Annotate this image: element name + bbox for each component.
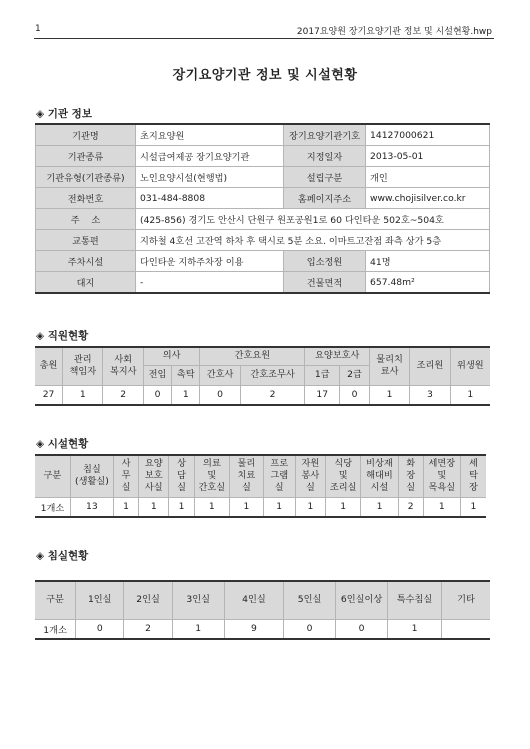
rooms-header-cell: 특수침실 bbox=[388, 581, 442, 619]
table-row bbox=[36, 146, 490, 167]
table-cell bbox=[441, 619, 490, 639]
header-manager: 관리 책임자 bbox=[63, 347, 103, 385]
table-cell: 9 bbox=[224, 619, 283, 639]
header-care-2: 2급 bbox=[340, 365, 370, 385]
info-value: - bbox=[136, 272, 284, 294]
table-cell: 1 bbox=[263, 497, 295, 517]
table-row bbox=[36, 124, 490, 146]
rooms-header-cell: 구분 bbox=[35, 581, 76, 619]
info-label: 지정일자 bbox=[284, 146, 366, 167]
info-value: 지하철 4호선 고잔역 하차 후 택시로 5분 소요. 이마트고잔점 좌측 상가 5층 bbox=[136, 230, 490, 251]
header-social-worker: 사회 복지사 bbox=[103, 347, 143, 385]
facility-header-cell: 사 무 실 bbox=[113, 455, 138, 497]
info-value: 657.48m² bbox=[366, 272, 490, 294]
table-cell: 1 bbox=[361, 497, 398, 517]
facility-header-cell: 세 탁 장 bbox=[460, 455, 486, 497]
rooms-table bbox=[35, 580, 490, 640]
table-cell: 1개소 bbox=[35, 497, 70, 517]
institution-info-table bbox=[35, 123, 490, 294]
table-cell: 1 bbox=[460, 497, 486, 517]
info-value: 개인 bbox=[366, 167, 490, 188]
table-cell: 1 bbox=[63, 385, 103, 405]
facility-header-cell: 물리 치료 실 bbox=[230, 455, 264, 497]
table-cell: 1 bbox=[139, 497, 169, 517]
table-header-row bbox=[35, 347, 490, 365]
info-value: 14127000621 bbox=[366, 124, 490, 146]
info-label: 장기요양기관기호 bbox=[284, 124, 366, 146]
table-cell: 2 bbox=[124, 619, 172, 639]
rooms-header-cell: 3인실 bbox=[172, 581, 224, 619]
header-divider bbox=[34, 38, 494, 39]
table-cell: 13 bbox=[70, 497, 113, 517]
header-physio: 물리치 료사 bbox=[369, 347, 409, 385]
table-cell: 0 bbox=[284, 619, 336, 639]
info-value: 시설급여제공 장기요양기관 bbox=[136, 146, 284, 167]
table-cell: 1 bbox=[326, 497, 361, 517]
facility-header-cell: 의료 및 간호실 bbox=[194, 455, 229, 497]
info-label: 기관종류 bbox=[36, 146, 136, 167]
table-cell: 1개소 bbox=[35, 619, 76, 639]
table-cell: 1 bbox=[295, 497, 325, 517]
info-label: 입소정원 bbox=[284, 251, 366, 272]
table-row bbox=[36, 167, 490, 188]
table-cell: 1 bbox=[172, 385, 200, 405]
info-label: 주차시설 bbox=[36, 251, 136, 272]
section-heading-rooms: ◈ 침실현황 bbox=[36, 550, 89, 562]
section-heading-facility: ◈ 시설현황 bbox=[36, 438, 89, 450]
facility-header-cell: 화 장 실 bbox=[398, 455, 423, 497]
info-value: 41명 bbox=[366, 251, 490, 272]
facility-header-cell: 식당 및 조리실 bbox=[326, 455, 361, 497]
page-title: 장기요양기관 정보 및 시설현황 bbox=[172, 68, 358, 83]
header-cook: 조리원 bbox=[410, 347, 450, 385]
info-label: 교통편 bbox=[36, 230, 136, 251]
header-hygiene: 위생원 bbox=[450, 347, 490, 385]
header-total: 총원 bbox=[35, 347, 63, 385]
header-nursing: 간호요원 bbox=[200, 347, 305, 365]
info-label: 설립구분 bbox=[284, 167, 366, 188]
table-cell: 1 bbox=[369, 385, 409, 405]
info-label: 기관유형(기관종류) bbox=[36, 167, 136, 188]
rooms-header-cell: 1인실 bbox=[76, 581, 124, 619]
info-value: 노인요양시설(현행법) bbox=[136, 167, 284, 188]
info-value: 초지요양원 bbox=[136, 124, 284, 146]
table-row bbox=[36, 230, 490, 251]
header-doctor-part: 촉탁 bbox=[172, 365, 200, 385]
info-label: 주 소 bbox=[36, 209, 136, 230]
info-value: 다인타운 지하주차장 이용 bbox=[136, 251, 284, 272]
table-cell: 1 bbox=[113, 497, 138, 517]
section-heading-info: ◈ 기관 정보 bbox=[36, 108, 92, 120]
rooms-header-cell: 6인실이상 bbox=[336, 581, 388, 619]
homepage-link[interactable]: www.chojisilver.co.kr bbox=[366, 188, 490, 209]
table-cell: 1 bbox=[169, 497, 194, 517]
header-care-1: 1급 bbox=[305, 365, 340, 385]
table-cell: 2 bbox=[240, 385, 305, 405]
page-number: 1 bbox=[35, 24, 41, 34]
rooms-header-cell: 기타 bbox=[441, 581, 490, 619]
table-header-row bbox=[35, 581, 490, 619]
table-row bbox=[35, 385, 490, 405]
table-cell: 1 bbox=[194, 497, 229, 517]
table-row bbox=[35, 619, 490, 639]
table-cell: 1 bbox=[172, 619, 224, 639]
table-cell: 27 bbox=[35, 385, 63, 405]
header-caregiver: 요양보호사 bbox=[305, 347, 370, 365]
table-header-row bbox=[35, 455, 486, 497]
table-cell: 1 bbox=[450, 385, 490, 405]
table-cell: 2 bbox=[398, 497, 423, 517]
table-cell: 2 bbox=[103, 385, 143, 405]
table-row bbox=[36, 209, 490, 230]
table-cell: 0 bbox=[340, 385, 370, 405]
facility-header-cell: 상 담 실 bbox=[169, 455, 194, 497]
table-row bbox=[36, 272, 490, 294]
staff-table bbox=[35, 346, 490, 406]
info-label: 대지 bbox=[36, 272, 136, 294]
facility-header-cell: 프로 그램 실 bbox=[263, 455, 295, 497]
facility-table bbox=[35, 454, 486, 518]
table-row bbox=[36, 188, 490, 209]
rooms-header-cell: 4인실 bbox=[224, 581, 283, 619]
document-filename: 2017요양원 장기요양기관 정보 및 시설현황.hwp bbox=[296, 27, 492, 37]
table-cell: 17 bbox=[305, 385, 340, 405]
info-value: 031-484-8808 bbox=[136, 188, 284, 209]
facility-header-cell: 세면장 및 목욕실 bbox=[423, 455, 460, 497]
header-nurse-aide: 간호조무사 bbox=[240, 365, 305, 385]
facility-header-cell: 침실 (생활실) bbox=[70, 455, 113, 497]
table-row bbox=[36, 251, 490, 272]
facility-header-cell: 구분 bbox=[35, 455, 70, 497]
facility-header-cell: 비상재 해대비 시설 bbox=[361, 455, 398, 497]
info-label: 기관명 bbox=[36, 124, 136, 146]
info-label: 전화번호 bbox=[36, 188, 136, 209]
header-doctor: 의사 bbox=[143, 347, 200, 365]
header-doctor-full: 전임 bbox=[143, 365, 171, 385]
section-heading-staff: ◈ 직원현황 bbox=[36, 330, 89, 342]
header-nurse: 간호사 bbox=[200, 365, 240, 385]
table-cell: 1 bbox=[230, 497, 264, 517]
info-label: 건물면적 bbox=[284, 272, 366, 294]
table-cell: 0 bbox=[76, 619, 124, 639]
rooms-header-cell: 2인실 bbox=[124, 581, 172, 619]
info-label: 홈페이지주소 bbox=[284, 188, 366, 209]
table-cell: 1 bbox=[423, 497, 460, 517]
table-cell: 3 bbox=[410, 385, 450, 405]
table-cell: 0 bbox=[200, 385, 240, 405]
table-cell: 0 bbox=[143, 385, 171, 405]
table-cell: 0 bbox=[336, 619, 388, 639]
table-cell: 1 bbox=[388, 619, 442, 639]
facility-header-cell: 자원 봉사 실 bbox=[295, 455, 325, 497]
info-value: 2013-05-01 bbox=[366, 146, 490, 167]
rooms-header-cell: 5인실 bbox=[284, 581, 336, 619]
facility-header-cell: 요양 보호 사실 bbox=[139, 455, 169, 497]
table-row bbox=[35, 497, 486, 517]
info-value: (425-856) 경기도 안산시 단원구 원포공원1로 60 다인타운 502호~504호 bbox=[136, 209, 490, 230]
